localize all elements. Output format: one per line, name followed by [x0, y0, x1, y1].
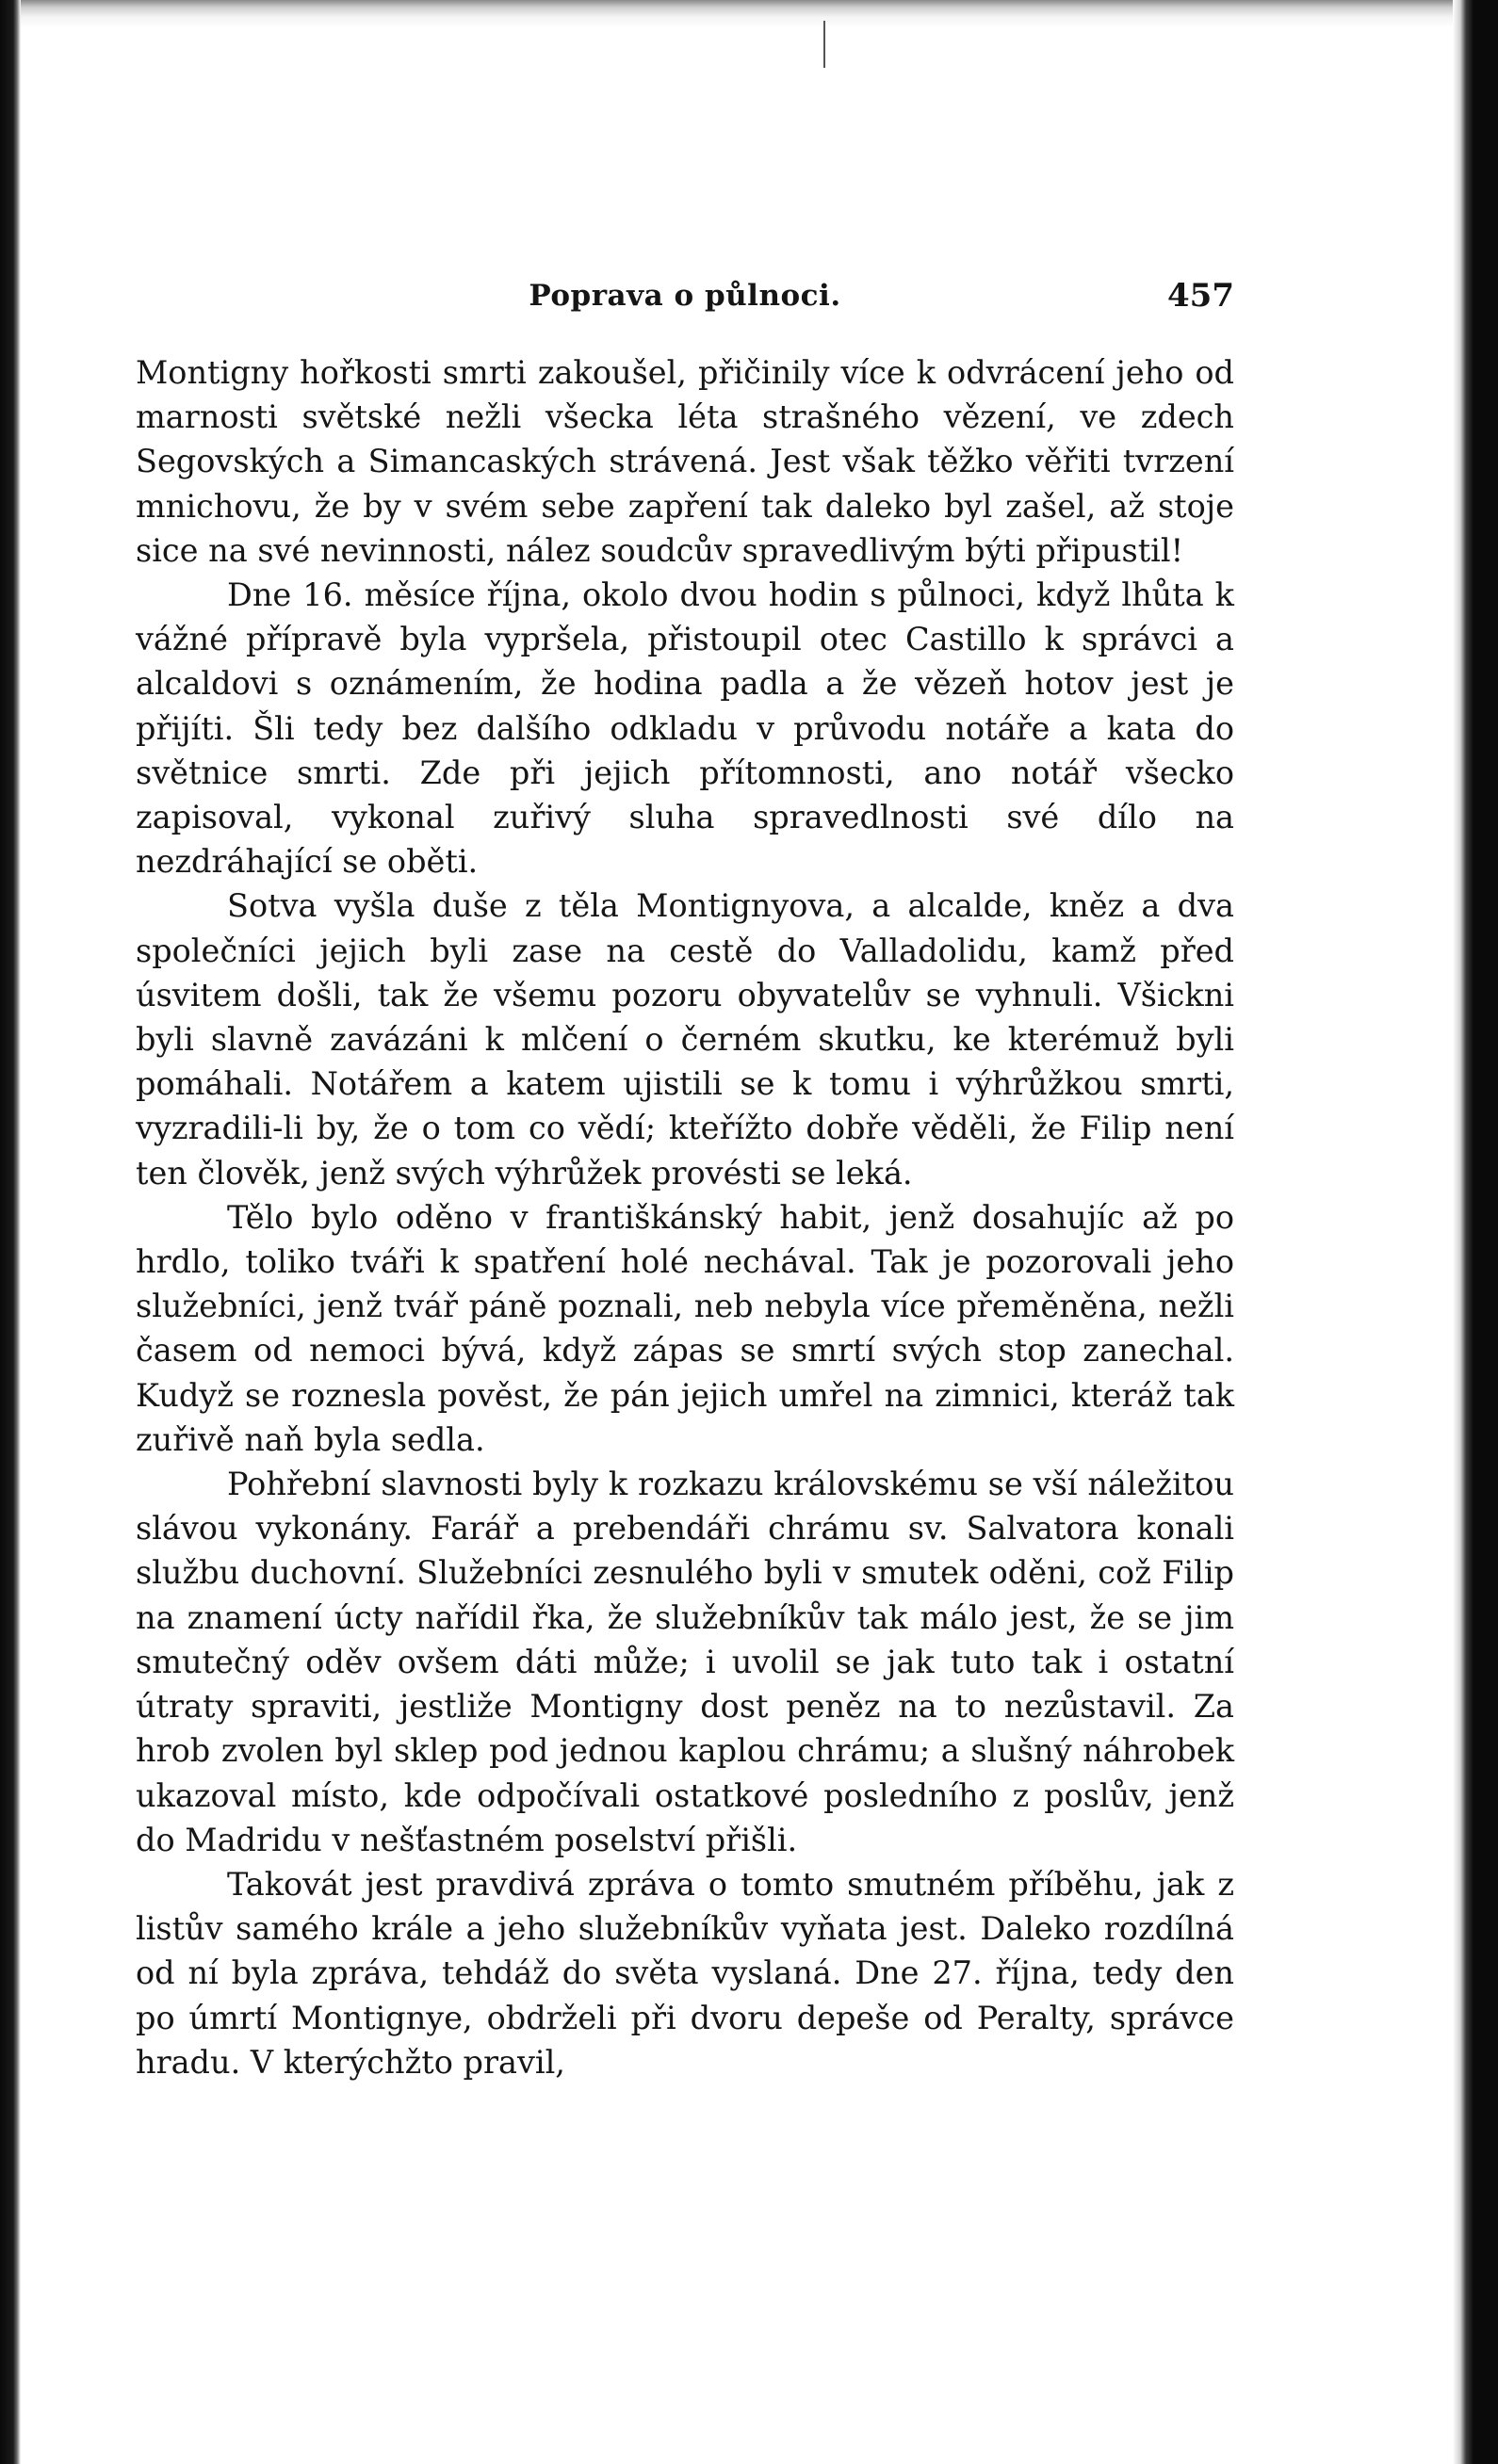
paragraph-1: Montigny hořkosti smrti zakoušel, přičinily více k odvrácení jeho od marnosti světské nežli všecka léta strašného vězení, ve zdech Segovských a Simancaských strávená. Jest však těžko věřiti tvrzení mnichovu, že by v svém sebe zapření tak daleko byl zašel, až stoje sice na své nevinnosti, nález soudcův spravedlivým býti připustil! [136, 354, 1234, 569]
scan-artifact-mark [823, 21, 825, 68]
book-page [136, 273, 1234, 2084]
paragraph-4: Tělo bylo oděno v františkánský habit, jenž dosahujíc až po hrdlo, toliko tváři k spatření holé nechával. Tak je pozorovali jeho služebníci, jenž tvář páně poznali, neb nebyla více přeměněna, nežli časem od nemoci bývá, když zápas se smrtí svých stop zanechal. Kudyž se roznesla pověst, že pán jejich umřel na zimnici, kteráž tak zuřivě naň byla sedla. [136, 1198, 1234, 1458]
paragraph-5: Pohřební slavnosti byly k rozkazu královskému se vší náležitou slávou vykonány. Farář a prebendáři chrámu sv. Salvatora konali službu duchovní. Služebníci zesnulého byli v smutek oděni, což Filip na znamení úcty nařídil řka, že služebníkův tak málo jest, že se jim smutečný oděv ovšem dáti může; i uvolil se jak tuto tak i ostatní útraty spraviti, jestliže Montigny dost peněz na to nezůstavil. Za hrob zvolen byl sklep pod jednou kaplou chrámu; a slušný náhrobek ukazoval místo, kde odpočívali ostatkové posledního z poslův, jenž do Madridu v nešťastném poselství přišli. [136, 1466, 1234, 1858]
scan-top-shadow [0, 0, 1498, 28]
scan-left-border [0, 0, 21, 2464]
running-head: Poprava o půlnoci. [529, 279, 841, 313]
paragraph-3: Sotva vyšla duše z těla Montignyova, a alcalde, kněz a dva společníci jejich byli zase na cestě do Valladolidu, kamž před úsvitem došli, tak že všemu pozoru obyvatelův se vyhnuli. Všickni byli slavně zavázáni k mlčení o černém skutku, ke kterémuž byli pomáhali. Notářem a katem ujistili se k tomu i výhrůžkou smrti, vyzradili-li by, že o tom co vědí; kteřížto dobře věděli, že Filip není ten člověk, jenž svých výhrůžek provésti se leká. [136, 887, 1234, 1191]
paragraph-2: Dne 16. měsíce října, okolo dvou hodin s půlnoci, když lhůta k vážné přípravě byla vypršela, přistoupil otec Castillo k správci a alcaldovi s oznámením, že hodina padla a že vězeň hotov jest je přijíti. Šli tedy bez dalšího odkladu v průvodu notáře a kata do světnice smrti. Zde při jejich přítomnosti, ano notář všecko zapisoval, vykonal zuřivý sluha spravedlnosti své dílo na nezdráhající se oběti. [136, 576, 1234, 881]
page-number: 457 [1167, 277, 1234, 315]
scan-right-border [1453, 0, 1498, 2464]
page-header [136, 273, 1234, 330]
body-text [136, 350, 1234, 2084]
paragraph-6: Takovát jest pravdivá zpráva o tomto smutném příběhu, jak z listův samého krále a jeho služebníkův vyňata jest. Daleko rozdílná od ní byla zpráva, tehdáž do světa vyslaná. Dne 27. října, tedy den po úmrtí Montignye, obdrželi při dvoru depeše od Peralty, správce hradu. V kterýchžto pravil, [136, 1865, 1234, 2081]
